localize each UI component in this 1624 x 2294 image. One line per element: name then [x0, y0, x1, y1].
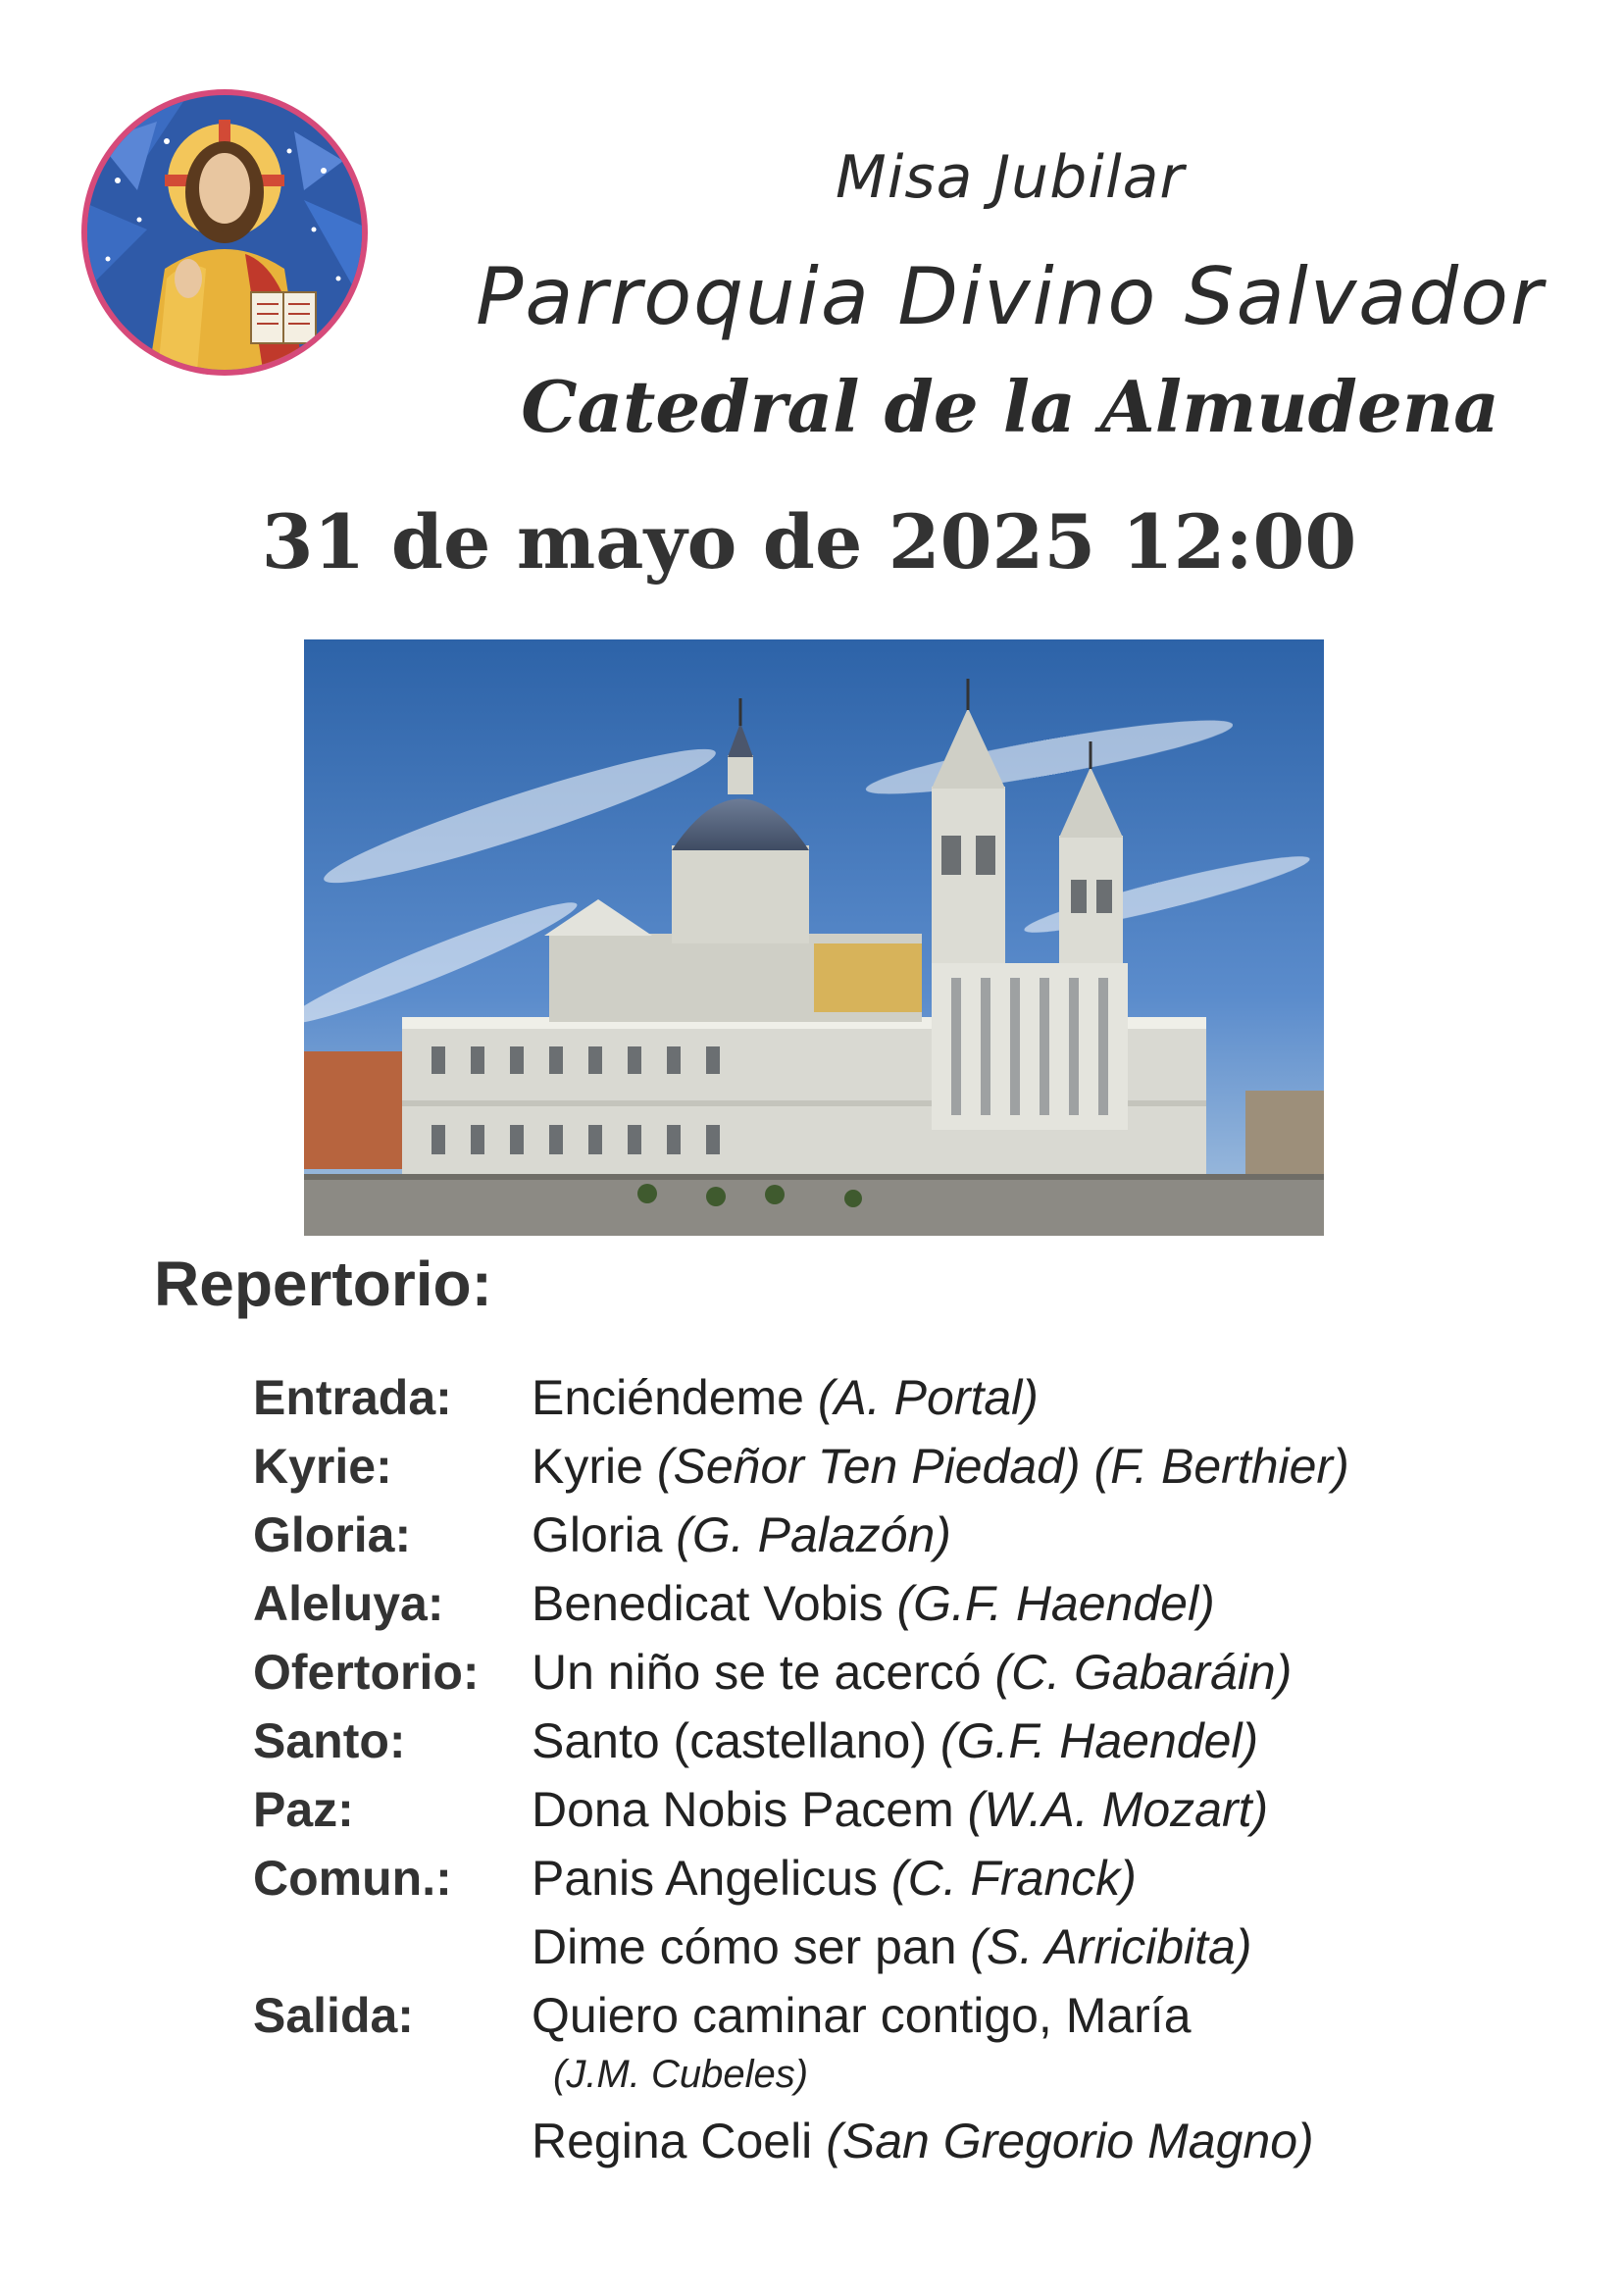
- part-label: Entrada:: [253, 1370, 452, 1425]
- repertoire-list: [253, 1363, 1528, 2175]
- piece-title: Dona Nobis Pacem: [532, 1782, 954, 1837]
- list-item: [253, 1363, 1528, 1432]
- venue-name: Catedral de la Almudena: [521, 365, 1499, 448]
- piece: [532, 1638, 1292, 1707]
- piece-author: (W.A. Mozart): [967, 1782, 1269, 1837]
- part-label: Kyrie:: [253, 1439, 392, 1494]
- piece: [532, 1569, 1215, 1638]
- piece-title: Regina Coeli: [532, 2114, 813, 2168]
- piece-author: (San Gregorio Magno): [826, 2114, 1314, 2168]
- part-label: Ofertorio:: [253, 1645, 480, 1700]
- piece-author: (A. Portal): [817, 1370, 1039, 1425]
- piece-author: (C. Gabaráin): [994, 1645, 1293, 1700]
- piece-author: (C. Franck): [890, 1851, 1137, 1906]
- list-item: [253, 2107, 1528, 2175]
- list-item: [253, 1569, 1528, 1638]
- piece-title: Dime cómo ser pan: [532, 1919, 957, 1974]
- piece: [532, 1775, 1268, 1844]
- list-item: [253, 1981, 1528, 2050]
- part-label: Gloria:: [253, 1507, 412, 1562]
- piece: [532, 1707, 1258, 1775]
- event-datetime: 31 de mayo de 2025 12:00: [261, 498, 1357, 586]
- repertoire-heading: Repertorio:: [154, 1249, 492, 1319]
- part-label: Salida:: [253, 1988, 414, 2043]
- piece-author: (J.M. Cubeles): [553, 2053, 809, 2096]
- piece-title: Panis Angelicus: [532, 1851, 879, 1906]
- piece-title: Quiero caminar contigo, María: [532, 1988, 1192, 2043]
- piece-title: Kyrie: [532, 1439, 643, 1494]
- piece: [532, 1363, 1039, 1432]
- piece-title: Gloria: [532, 1507, 663, 1562]
- piece: [532, 1501, 951, 1569]
- list-item: [253, 1501, 1528, 1569]
- list-item: [253, 1912, 1528, 1981]
- cathedral-photo: [304, 639, 1324, 1236]
- part-label: Aleluya:: [253, 1576, 444, 1631]
- piece: [532, 1844, 1137, 1912]
- piece: [553, 2050, 808, 2099]
- piece-title: Santo (castellano): [532, 1713, 928, 1768]
- list-item: [253, 2050, 1528, 2107]
- piece-author: (G. Palazón): [676, 1507, 951, 1562]
- piece-author: (Señor Ten Piedad) (F. Berthier): [656, 1439, 1349, 1494]
- mass-title: Misa Jubilar: [835, 143, 1186, 212]
- piece-title: Benedicat Vobis: [532, 1576, 884, 1631]
- piece-author: (G.F. Haendel): [939, 1713, 1259, 1768]
- list-item: [253, 1707, 1528, 1775]
- piece: [532, 2107, 1314, 2175]
- list-item: [253, 1775, 1528, 1844]
- list-item: [253, 1432, 1528, 1501]
- list-item: [253, 1638, 1528, 1707]
- piece-author: (S. Arricibita): [970, 1919, 1252, 1974]
- piece-title: Enciéndeme: [532, 1370, 804, 1425]
- piece-author: (G.F. Haendel): [896, 1576, 1215, 1631]
- piece: [532, 1981, 1192, 2050]
- christ-pantocrator-logo-icon: [78, 82, 371, 382]
- piece: [532, 1432, 1349, 1501]
- piece-title: Un niño se te acercó: [532, 1645, 982, 1700]
- part-label: Santo:: [253, 1713, 406, 1768]
- piece: [532, 1912, 1251, 1981]
- part-label: Paz:: [253, 1782, 354, 1837]
- part-label: Comun.:: [253, 1851, 452, 1906]
- list-item: [253, 1844, 1528, 1912]
- parish-name: Parroquia Divino Salvador: [476, 251, 1545, 342]
